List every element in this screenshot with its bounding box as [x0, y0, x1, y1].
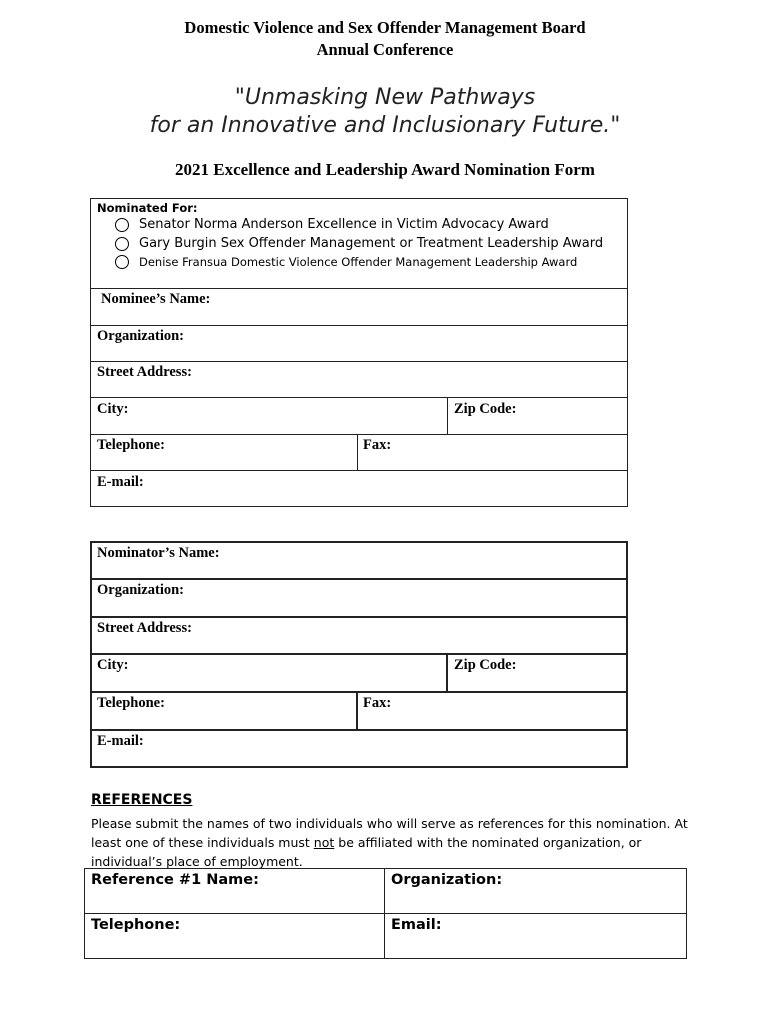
divider — [90, 470, 628, 471]
divider — [90, 288, 628, 289]
emphasis-text: not — [313, 835, 335, 850]
nominee-zip-field[interactable]: Zip Code: — [454, 401, 517, 417]
nominator-street-field[interactable]: Street Address: — [97, 620, 192, 636]
nominator-zip-field[interactable]: Zip Code: — [454, 657, 517, 673]
theme-line-2: for an Innovative and Inclusionary Future." — [149, 113, 621, 138]
divider — [90, 653, 628, 655]
nominee-city-field[interactable]: City: — [97, 401, 129, 417]
instructions-line: individual’s place of employment. — [91, 854, 303, 869]
form-title: 2021 Excellence and Leadership Award Nomination Form — [175, 160, 595, 179]
nominator-organization-field[interactable]: Organization: — [97, 582, 184, 598]
nominator-email-field[interactable]: E-mail: — [97, 733, 144, 749]
instructions-line — [91, 833, 691, 852]
nominee-name-field[interactable]: Nominee’s Name: — [101, 291, 211, 307]
nominator-name-field[interactable]: Nominator’s Name: — [97, 545, 220, 561]
divider — [357, 434, 358, 470]
divider — [356, 691, 358, 729]
divider — [84, 913, 687, 914]
award-option-label: Senator Norma Anderson Excellence in Victim Advocacy Award — [139, 217, 549, 232]
radio-button[interactable] — [115, 237, 129, 251]
divider — [90, 691, 628, 693]
references-instructions — [91, 814, 691, 871]
divider — [90, 434, 628, 435]
award-option-victim-advocacy[interactable] — [115, 217, 549, 232]
nominee-fax-field[interactable]: Fax: — [363, 437, 392, 453]
instructions-text: be affiliated with the nominated organization, or — [334, 835, 642, 850]
divider — [90, 397, 628, 398]
references-heading: REFERENCES — [91, 792, 193, 808]
board-name: Domestic Violence and Sex Offender Management Board — [184, 18, 586, 37]
instructions-text: least one of these individuals must — [91, 835, 314, 850]
nominee-organization-field[interactable]: Organization: — [97, 328, 184, 344]
award-option-dv-offender-management[interactable] — [115, 255, 577, 269]
divider — [90, 729, 628, 731]
divider — [447, 397, 448, 434]
reference-1-telephone-field[interactable]: Telephone: — [91, 917, 181, 933]
nominator-fax-field[interactable]: Fax: — [363, 695, 392, 711]
nominated-for-label: Nominated For: — [97, 201, 198, 215]
nominator-city-field[interactable]: City: — [97, 657, 129, 673]
instructions-line: Please submit the names of two individuals who will serve as references for this nomination. At — [91, 816, 688, 831]
divider — [90, 616, 628, 618]
reference-1-name-field[interactable]: Reference #1 Name: — [91, 872, 259, 888]
radio-button[interactable] — [115, 255, 129, 269]
award-option-label: Denise Fransua Domestic Violence Offender Management Leadership Award — [139, 255, 578, 269]
divider — [90, 325, 628, 326]
theme-line-1: "Unmasking New Pathways — [234, 85, 536, 110]
radio-button[interactable] — [115, 218, 129, 232]
divider — [90, 578, 628, 580]
reference-1-email-field[interactable]: Email: — [391, 917, 442, 933]
nominee-email-field[interactable]: E-mail: — [97, 474, 144, 490]
nominee-telephone-field[interactable]: Telephone: — [97, 437, 165, 453]
reference-1-organization-field[interactable]: Organization: — [391, 872, 503, 888]
divider — [384, 868, 385, 959]
nominee-street-field[interactable]: Street Address: — [97, 364, 192, 380]
award-option-sex-offender-management[interactable] — [115, 236, 603, 251]
divider — [90, 361, 628, 362]
award-option-label: Gary Burgin Sex Offender Management or Treatment Leadership Award — [139, 236, 604, 251]
divider — [446, 653, 448, 691]
conference-name: Annual Conference — [316, 40, 454, 59]
nominator-telephone-field[interactable]: Telephone: — [97, 695, 165, 711]
